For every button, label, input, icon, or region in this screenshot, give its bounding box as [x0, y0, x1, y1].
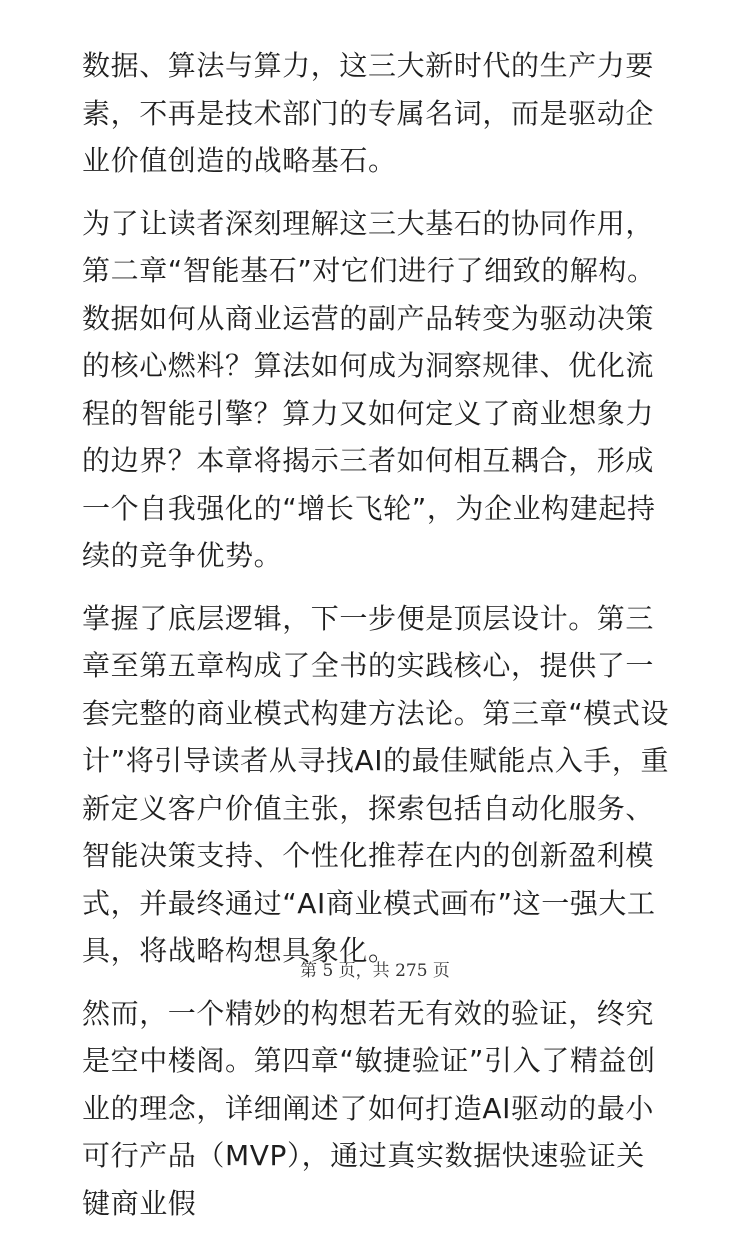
page-number-footer: 第 5 页，共 275 页: [300, 961, 450, 981]
paragraph-3: 掌握了底层逻辑，下一步便是顶层设计。第三章至第五章构成了全书的实践核心，提供了一套完整的商业模式构建方法论。第三章“模式设计”将引导读者从寻找AI的最佳赋能点入手，重新定义客户价值主张，探索包括自动化服务、智能决策支持、个性化推荐在内的创新盈利模式，并最终通过“AI商业模式画布”这一强大工具，将战略构想具象化。: [82, 601, 670, 967]
paragraph-2: 为了让读者深刻理解这三大基石的协同作用，第二章“智能基石”对它们进行了细致的解构。数据如何从商业运营的副产品转变为驱动决策的核心燃料？算法如何成为洞察规律、优化流程的智能引擎？算力又如何定义了商业想象力的边界？本章将揭示三者如何相互耦合，形成一个自我强化的“增长飞轮”，为企业构建起持续的竞争优势。: [82, 206, 656, 572]
paragraph-4: 然而，一个精妙的构想若无有效的验证，终究是空中楼阁。第四章“敏捷验证”引入了精益创业的理念，详细阐述了如何打造AI驱动的最小可行产品（MVP），通过真实数据快速验证关键商业假: [82, 996, 656, 1220]
body-text: [82, 42, 672, 1242]
paragraph-1: 数据、算法与算力，这三大新时代的生产力要素，不再是技术部门的专属名词，而是驱动企业价值创造的战略基石。: [82, 49, 655, 177]
